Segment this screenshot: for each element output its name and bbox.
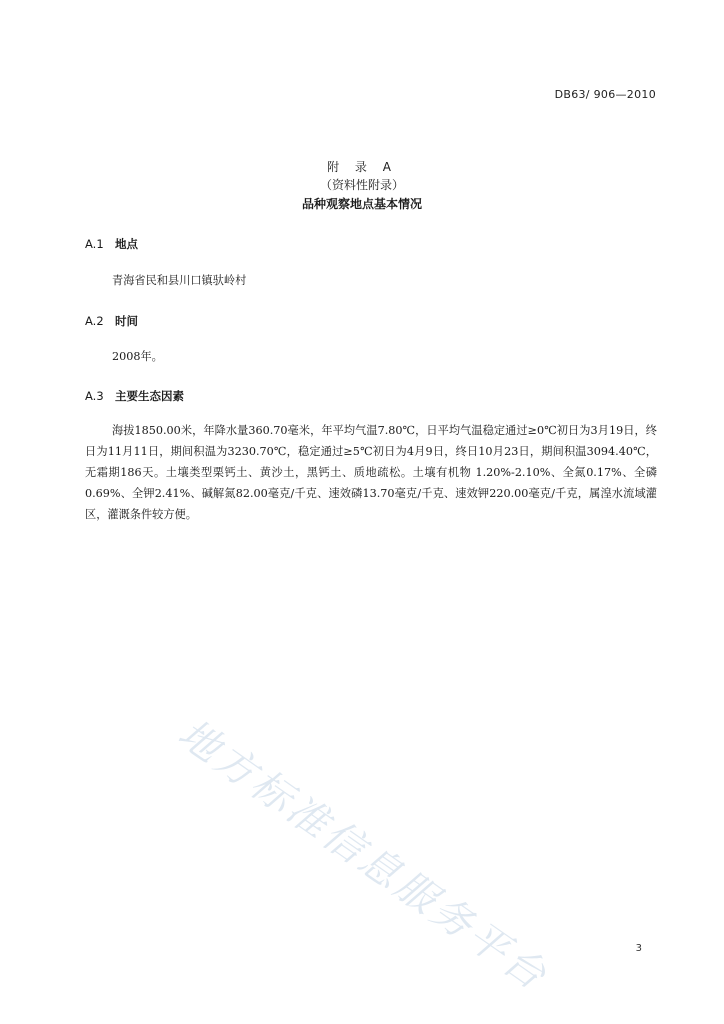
page-number: 3 [635, 943, 642, 954]
section-body-a3: 海拔1850.00米，年降水量360.70毫米，年平均气温7.80℃，日平均气温稳定通过≥0℃初日为3月19日，终日为11月11日，期间积温为3230.70℃，稳定通过≥5℃初日为4月9日，终日10月23日，期间积温3094.40℃，无霜期186天。土壤类型栗钙土、黄沙土，黑钙土、质地疏松。土壤有机物 1.20%-2.10%、全氮0.17%、全磷0.69%、全钾2.41%、碱解氮82.00毫克/千克、速效磷13.70毫克/千克、速效钾220.00毫克/千克，属湟水流域灌区，灌溉条件较方便。 [85, 424, 657, 521]
section-number: A.1 [85, 237, 104, 251]
section-heading-a1 [85, 236, 138, 252]
section-body-a2: 2008年。 [112, 350, 163, 363]
section-number: A.3 [85, 389, 104, 403]
appendix-title-block [0, 158, 724, 214]
appendix-title: 品种观察地点基本情况 [301, 197, 422, 211]
section-title: 主要生态因素 [115, 389, 184, 403]
appendix-label: 附 录 A [327, 160, 397, 174]
section-heading-a3 [85, 388, 184, 404]
section-title: 地点 [115, 237, 138, 251]
appendix-type: （资料性附录） [319, 178, 404, 192]
section-title: 时间 [115, 314, 138, 328]
document-code: DB63/ 906—2010 [554, 88, 656, 101]
section-number: A.2 [85, 314, 104, 328]
section-heading-a2 [85, 313, 138, 329]
section-body-a1: 青海省民和县川口镇驮岭村 [112, 274, 247, 287]
watermark-text: 地方标准信息服务平台 [169, 710, 557, 1001]
